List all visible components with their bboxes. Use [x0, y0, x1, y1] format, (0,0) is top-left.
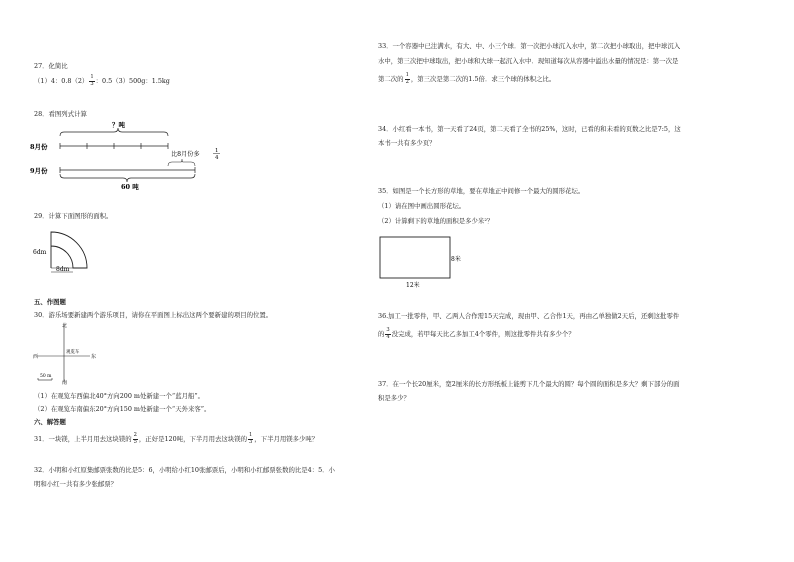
- q33-line1: 33．一个容器中已注满水，有大、中、小三个球．第一次把小球沉入水中，第二次把小球取出，把中球沉入: [378, 42, 681, 50]
- q29-annulus-figure: [30, 222, 120, 280]
- q36-part-a: 的: [378, 330, 385, 338]
- q27-items: [34, 75, 170, 87]
- q30-item1: （1）在观览车西偏北40°方向200 m处新建一个“蓝月船”。: [34, 392, 205, 400]
- q31-part-c: ，下半月用镁多少吨？: [254, 435, 319, 443]
- q31-fraction-1: $\frac{2}{5}$: [133, 432, 137, 445]
- q27-title: 27．化简比: [34, 62, 68, 70]
- q33-part-a: 第二次的: [378, 75, 404, 83]
- q30-compass-map: [34, 322, 124, 384]
- q27-part-b: ：0.5（3）500g：1.5kg: [95, 77, 170, 85]
- q35-item2: （2）计算剩下的草地的面积是多少米²？: [378, 217, 494, 225]
- q36-fraction: $\frac{3}{4}$: [386, 327, 390, 340]
- q28-more-frac-den: 4: [215, 155, 219, 161]
- q35-item1: （1）请在图中画出圆形花坛。: [378, 202, 466, 210]
- q29-title: 29．计算下面图形的面积。: [34, 212, 113, 220]
- q34-line2: 本书一共有多少页？: [378, 139, 436, 147]
- q30-east: 东: [91, 354, 97, 360]
- q28-top-label: ？吨: [112, 121, 125, 129]
- q28-more-text: 比8月份多: [171, 151, 200, 158]
- q28-row2-label: 9月份: [30, 167, 48, 175]
- q32-line2: 明和小红一共有多少张邮票？: [34, 480, 118, 488]
- q27-fraction: $\frac{1}{3}$: [90, 74, 94, 87]
- q37-line2: 积是多少？: [378, 394, 410, 402]
- q31-part-b: ，正好是120吨，下半月用去这块镁的: [138, 435, 247, 443]
- q28-segment-diagram: [30, 122, 230, 192]
- q30-south: 南: [62, 380, 68, 386]
- q37-line1: 37．在一个长20厘米，宽2厘米的长方形纸板上能剪下几个最大的圆？每个圆的面积是多大？剩下部分的面: [378, 380, 680, 388]
- q35-height-label: 8米: [451, 256, 461, 263]
- q29-dim-b: 8dm: [56, 266, 70, 273]
- q35-rectangle-figure: [378, 235, 468, 291]
- q28-row1-label: 8月份: [30, 143, 48, 151]
- q34-line1: 34．小红看一本书，第一天看了24页，第二天看了全书的25%，这时，已看的和未看的页数之比是7:5，这: [378, 125, 681, 133]
- q30-title: 30．游乐场要新建两个游乐项目，请你在平面图上标出这两个要新建的项目的位置。: [34, 311, 273, 319]
- q31-text: [34, 433, 318, 445]
- q27-part-a: （1）4：0.8（2）: [34, 77, 89, 85]
- q35-width-label: 12米: [406, 282, 420, 289]
- q28-more-frac-num: 1: [215, 148, 219, 154]
- q30-scale-label: 50 m: [40, 374, 52, 379]
- q28-title: 28．看图列式计算: [34, 110, 87, 118]
- q30-center-label: 观览车: [66, 350, 80, 355]
- q29-dim-a: 6dm: [33, 249, 47, 256]
- q31-part-a: 31．一块镁，上半月用去这块镁的: [34, 435, 132, 443]
- q36-line2: [378, 328, 575, 340]
- q32-line1: 32．小明和小红原集邮票张数的比是5：6，小明给小红10张邮票后，小明和小红邮票张数的比是4：5．小: [34, 466, 335, 474]
- q36-line1: 36.加工一批零件，甲、乙两人合作需15天完成，现由甲、乙合作1天，再由乙单独做2天后，还剩这批零件: [378, 312, 680, 320]
- q30-item2: （2）在观览车南偏东20°方向150 m处新建一个“天外来客”。: [34, 405, 211, 413]
- section5-heading: 五、作图题: [34, 298, 66, 306]
- q36-part-b: 没完成，若甲每天比乙多加工4个零件，则这批零件共有多少个？: [391, 330, 575, 338]
- q33-line3: [378, 73, 555, 85]
- q33-line2: 水中，第三次把中球取出，把小球和大球一起沉入水中．现知道每次从容器中溢出水量的情况是：第一次是: [378, 57, 679, 65]
- q28-bottom-label: 60 吨: [121, 183, 139, 191]
- q31-fraction-2: $\frac{1}{3}$: [248, 432, 253, 445]
- q33-part-b: ，第三次是第二次的1.5倍．求三个球的体积之比。: [410, 75, 556, 83]
- q30-north: 北: [62, 323, 68, 329]
- q35-title: 35．如图是一个长方形的草地，要在草地正中间修一个最大的圆形花坛。: [378, 187, 585, 195]
- q33-fraction: $\frac{1}{2}$: [405, 72, 409, 85]
- section6-heading: 六、解答题: [34, 418, 66, 426]
- q30-west: 西: [33, 354, 39, 360]
